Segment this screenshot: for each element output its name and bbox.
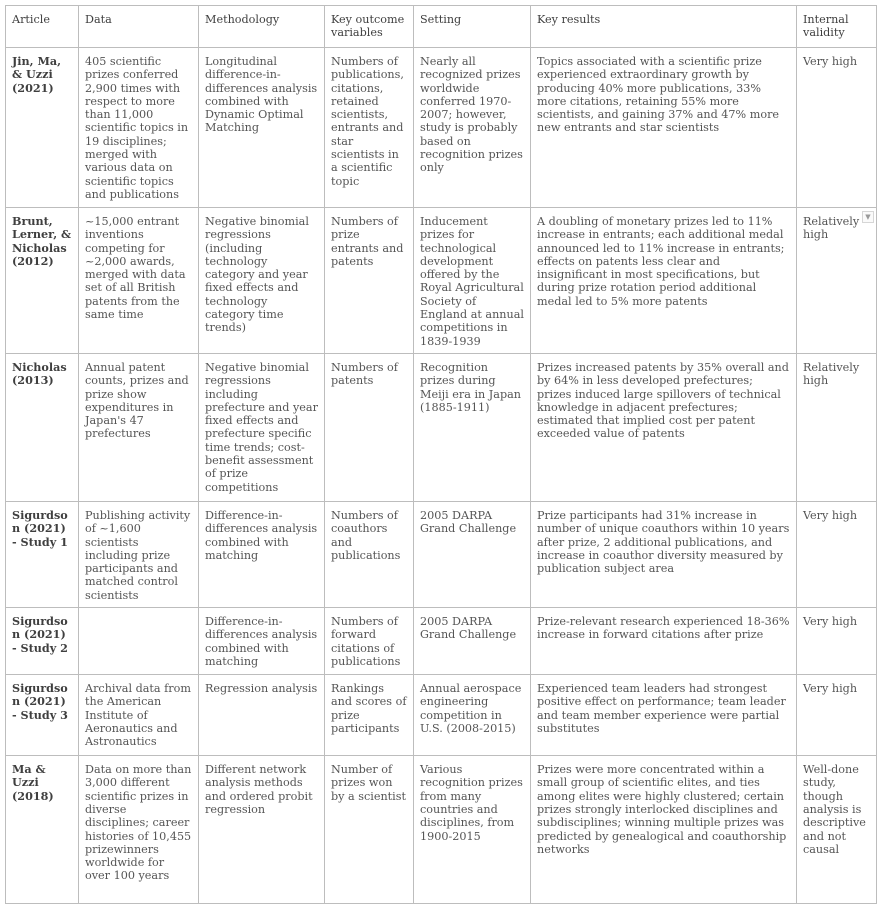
cell-data: Publishing activity of ~1,600 scientists including prize participants and matched control scientists bbox=[79, 501, 199, 607]
cell-methodology: Different network analysis methods and ordered probit regression bbox=[199, 756, 325, 904]
table-row bbox=[6, 208, 877, 354]
cell-methodology: Negative binomial regressions (including technology category and year fixed effects and technology category time trends) bbox=[199, 208, 325, 354]
cell-results: Prize-relevant research experienced 18-36% increase in forward citations after prize bbox=[531, 608, 797, 675]
header-data: Data bbox=[79, 6, 199, 48]
cell-validity: Very high bbox=[797, 501, 877, 607]
cell-setting: Various recognition prizes from many countries and disciplines, from 1900-2015 bbox=[414, 756, 531, 904]
header-outcomes: Key outcome variables bbox=[325, 6, 414, 48]
dropdown-icon[interactable]: ▼ bbox=[862, 211, 874, 223]
table-row bbox=[6, 501, 877, 607]
cell-outcomes: Number of prizes won by a scientist bbox=[325, 756, 414, 904]
cell-results: Prizes increased patents by 35% overall and by 64% in less developed prefectures; prizes induced large spillovers of technical knowledge in adjacent prefectures; estimated that implied cost per patent exceeded value of patents bbox=[531, 353, 797, 501]
cell-methodology: Negative binomial regressions including prefecture and year fixed effects and prefecture specific time trends; cost-benefit assessment of prize competitions bbox=[199, 353, 325, 501]
cell-setting: Recognition prizes during Meiji era in Japan (1885-1911) bbox=[414, 353, 531, 501]
header-setting: Setting bbox=[414, 6, 531, 48]
header-results: Key results bbox=[531, 6, 797, 48]
cell-results: Prizes were more concentrated within a small group of scientific elites, and ties among elites were highly clustered; certain prizes strongly interlocked disciplines and subdisciplines; winning multiple prizes was predicted by genealogical and coauthorship networks bbox=[531, 756, 797, 904]
cell-outcomes: Numbers of forward citations of publications bbox=[325, 608, 414, 675]
cell-article: Sigurdson (2021) - Study 1 bbox=[6, 501, 79, 607]
cell-validity: Very high bbox=[797, 48, 877, 208]
header-methodology: Methodology bbox=[199, 6, 325, 48]
cell-results: Prize participants had 31% increase in number of unique coauthors within 10 years after prize, 2 additional publications, and increase in coauthor diversity measured by publication subject area bbox=[531, 501, 797, 607]
cell-validity: Very high bbox=[797, 608, 877, 675]
cell-data bbox=[79, 608, 199, 675]
cell-results: Experienced team leaders had strongest positive effect on performance; team leader and team member experience were partial substitutes bbox=[531, 675, 797, 756]
cell-article: Nicholas (2013) bbox=[6, 353, 79, 501]
cell-validity bbox=[797, 208, 877, 354]
header-row bbox=[6, 6, 877, 48]
table-row bbox=[6, 675, 877, 756]
cell-validity: Relatively high bbox=[797, 353, 877, 501]
cell-outcomes: Numbers of coauthors and publications bbox=[325, 501, 414, 607]
cell-setting: 2005 DARPA Grand Challenge bbox=[414, 501, 531, 607]
header-article: Article bbox=[6, 6, 79, 48]
cell-results: A doubling of monetary prizes led to 11% increase in entrants; each additional medal announced led to 11% increase in entrants; effects on patents less clear and insignificant in most specifications, but during prize rotation period additional medal led to 5% more patents bbox=[531, 208, 797, 354]
cell-data: Data on more than 3,000 different scientific prizes in diverse disciplines; career histories of 10,455 prizewinners worldwide for over 100 years bbox=[79, 756, 199, 904]
table-row bbox=[6, 756, 877, 904]
cell-article: Jin, Ma, & Uzzi (2021) bbox=[6, 48, 79, 208]
cell-article: Ma & Uzzi (2018) bbox=[6, 756, 79, 904]
cell-setting: 2005 DARPA Grand Challenge bbox=[414, 608, 531, 675]
cell-methodology: Longitudinal difference-in-differences analysis combined with Dynamic Optimal Matching bbox=[199, 48, 325, 208]
cell-methodology: Regression analysis bbox=[199, 675, 325, 756]
cell-methodology: Difference-in-differences analysis combined with matching bbox=[199, 608, 325, 675]
cell-data: Annual patent counts, prizes and prize show expenditures in Japan's 47 prefectures bbox=[79, 353, 199, 501]
cell-article: Brunt, Lerner, & Nicholas (2012) bbox=[6, 208, 79, 354]
table-row bbox=[6, 608, 877, 675]
studies-table bbox=[5, 5, 877, 904]
cell-setting: Annual aerospace engineering competition in U.S. (2008-2015) bbox=[414, 675, 531, 756]
cell-setting: Inducement prizes for technological development offered by the Royal Agricultural Society of England at annual competitions in 1839-1939 bbox=[414, 208, 531, 354]
cell-setting: Nearly all recognized prizes worldwide conferred 1970-2007; however, study is probably based on recognition prizes only bbox=[414, 48, 531, 208]
cell-data: ~15,000 entrant inventions competing for ~2,000 awards, merged with data set of all British patents from the same time bbox=[79, 208, 199, 354]
table-row bbox=[6, 353, 877, 501]
cell-article: Sigurdson (2021) - Study 3 bbox=[6, 675, 79, 756]
cell-results: Topics associated with a scientific prize experienced extraordinary growth by producing 40% more publications, 33% more citations, retaining 55% more scientists, and gaining 37% and 47% more new entrants and star scientists bbox=[531, 48, 797, 208]
table-row bbox=[6, 48, 877, 208]
cell-outcomes: Numbers of prize entrants and patents bbox=[325, 208, 414, 354]
cell-outcomes: Rankings and scores of prize participants bbox=[325, 675, 414, 756]
cell-outcomes: Numbers of publications, citations, retained scientists, entrants and star scientists in a scientific topic bbox=[325, 48, 414, 208]
cell-data: 405 scientific prizes conferred 2,900 times with respect to more than 11,000 scientific topics in 19 disciplines; merged with various data on scientific topics and publications bbox=[79, 48, 199, 208]
cell-validity: Very high bbox=[797, 675, 877, 756]
cell-validity-text: Relatively high bbox=[803, 215, 860, 242]
cell-outcomes: Numbers of patents bbox=[325, 353, 414, 501]
header-validity: Internal validity bbox=[797, 6, 877, 48]
cell-validity: Well-done study, though analysis is descriptive and not causal bbox=[797, 756, 877, 904]
cell-data: Archival data from the American Institute of Aeronautics and Astronautics bbox=[79, 675, 199, 756]
cell-article: Sigurdson (2021) - Study 2 bbox=[6, 608, 79, 675]
cell-methodology: Difference-in-differences analysis combined with matching bbox=[199, 501, 325, 607]
